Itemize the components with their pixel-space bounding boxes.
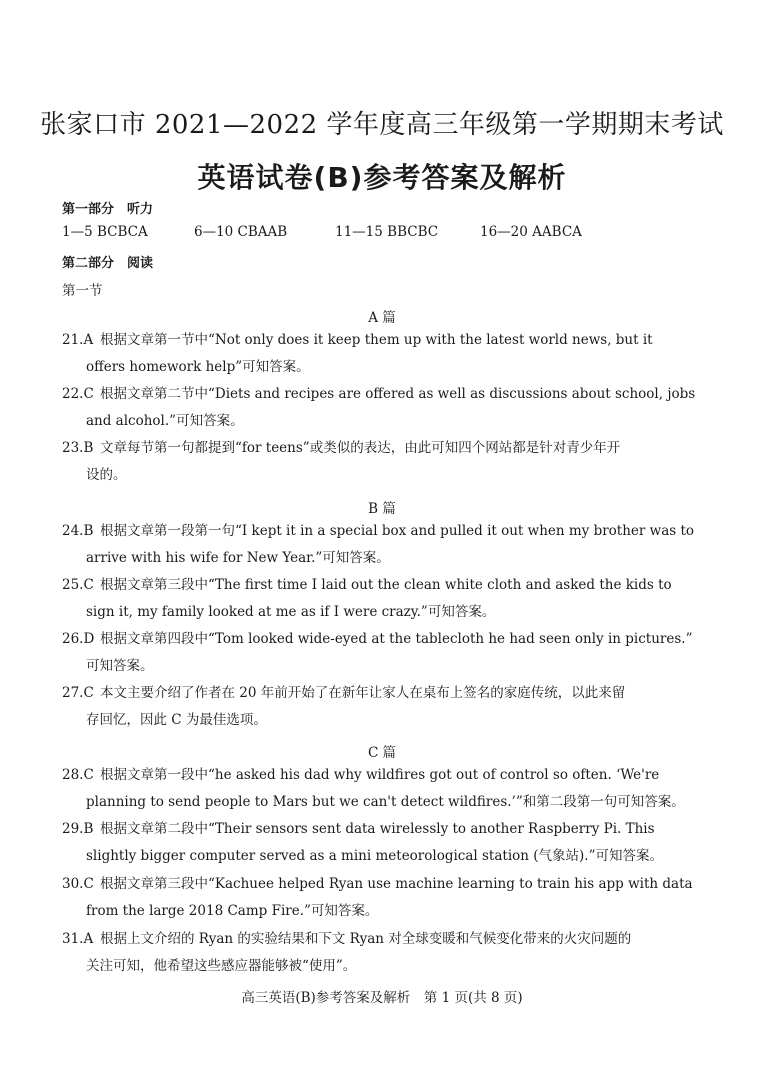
question-explanation: 文章每节第一句都提到“for teens”或类似的表达，由此可知四个网站都是针对青少年开 xyxy=(100,440,621,456)
question-number: 24.B xyxy=(62,523,94,539)
question-explanation: 根据文章第一节中“Not only does it keep them up with the latest world news, but it xyxy=(100,332,653,348)
question-explanation: 根据文章第一段第一句“I kept it in a special box and pulled it out when my brother was to xyxy=(100,523,695,539)
question-explanation: 根据上文介绍的 Ryan 的实验结果和下文 Ryan 对全球变暖和气候变化带来的火灾问题的 xyxy=(100,931,632,947)
question-explanation-cont: planning to send people to Mars but we can't detect wildfires.’”和第二段第一句可知答案。 xyxy=(86,794,685,810)
answer-group: 11—15 BBCBC xyxy=(335,224,439,240)
question-number: 30.C xyxy=(62,876,94,892)
answer-group: 1—5 BCBCA xyxy=(62,224,148,240)
question-number: 27.C xyxy=(62,685,94,701)
question-explanation: 根据文章第三段中“The first time I laid out the clean white cloth and asked the kids to xyxy=(100,577,672,593)
question-item xyxy=(62,816,704,870)
part2-heading: 第二部分 阅读 xyxy=(62,256,154,271)
question-explanation: 根据文章第二节中“Diets and recipes are offered as well as discussions about school, jobs xyxy=(100,386,696,402)
question-item xyxy=(62,871,704,925)
question-item xyxy=(62,518,704,572)
question-explanation: 根据文章第二段中“Their sensors sent data wirelessly to another Raspberry Pi. This xyxy=(100,821,655,837)
question-explanation: 根据文章第三段中“Kachuee helped Ryan use machine learning to train his app with data xyxy=(100,876,693,892)
question-item xyxy=(62,435,704,489)
question-item xyxy=(62,626,704,680)
question-number: 26.D xyxy=(62,631,95,647)
question-explanation-cont: and alcohol.”可知答案。 xyxy=(86,413,244,429)
question-number: 28.C xyxy=(62,767,94,783)
question-explanation: 根据文章第四段中“Tom looked wide-eyed at the tablecloth he had seen only in pictures.” xyxy=(100,631,693,647)
answer-group: 16—20 AABCA xyxy=(480,224,582,240)
passage-c-heading: C 篇 xyxy=(367,745,397,761)
page-footer: 高三英语(B)参考答案及解析 第 1 页(共 8 页) xyxy=(241,990,523,1006)
question-explanation-cont: 可知答案。 xyxy=(86,658,154,674)
question-number: 25.C xyxy=(62,577,94,593)
question-explanation-cont: from the large 2018 Camp Fire.”可知答案。 xyxy=(86,903,379,919)
passage-b-heading: B 篇 xyxy=(368,501,396,517)
question-item xyxy=(62,926,704,980)
passage-a-heading: A 篇 xyxy=(368,310,396,326)
question-explanation: 本文主要介绍了作者在 20 年前开始了在新年让家人在桌布上签名的家庭传统，以此来留 xyxy=(100,685,626,701)
question-item xyxy=(62,572,704,626)
question-explanation-cont: slightly bigger computer served as a mini meteorological station (气象站).”可知答案。 xyxy=(86,848,663,864)
question-explanation-cont: offers homework help”可知答案。 xyxy=(86,359,310,375)
question-number: 23.B xyxy=(62,440,94,456)
question-explanation: 根据文章第一段中“he asked his dad why wildfires got out of control so often. ‘We're xyxy=(100,767,660,783)
question-explanation-cont: 设的。 xyxy=(86,467,127,483)
question-item xyxy=(62,680,704,734)
question-number: 22.C xyxy=(62,386,94,402)
answer-group: 6—10 CBAAB xyxy=(194,224,288,240)
question-explanation-cont: 存回忆，因此 C 为最佳选项。 xyxy=(86,712,267,728)
question-explanation-cont: sign it, my family looked at me as if I were crazy.”可知答案。 xyxy=(86,604,496,620)
question-number: 29.B xyxy=(62,821,94,837)
question-number: 21.A xyxy=(62,332,94,348)
question-item xyxy=(62,381,704,435)
question-explanation-cont: 关注可知，他希望这些感应器能够被“使用”。 xyxy=(86,958,357,974)
question-number: 31.A xyxy=(62,931,94,947)
document-title: 张家口市 2021—2022 学年度高三年级第一学期期末考试 xyxy=(40,110,724,140)
question-item xyxy=(62,327,704,381)
section-heading: 第一节 xyxy=(62,283,103,299)
question-item xyxy=(62,762,704,816)
part1-heading: 第一部分 听力 xyxy=(62,202,154,217)
question-explanation-cont: arrive with his wife for New Year.”可知答案。 xyxy=(86,550,390,566)
document-subtitle: 英语试卷(B)参考答案及解析 xyxy=(197,161,567,194)
